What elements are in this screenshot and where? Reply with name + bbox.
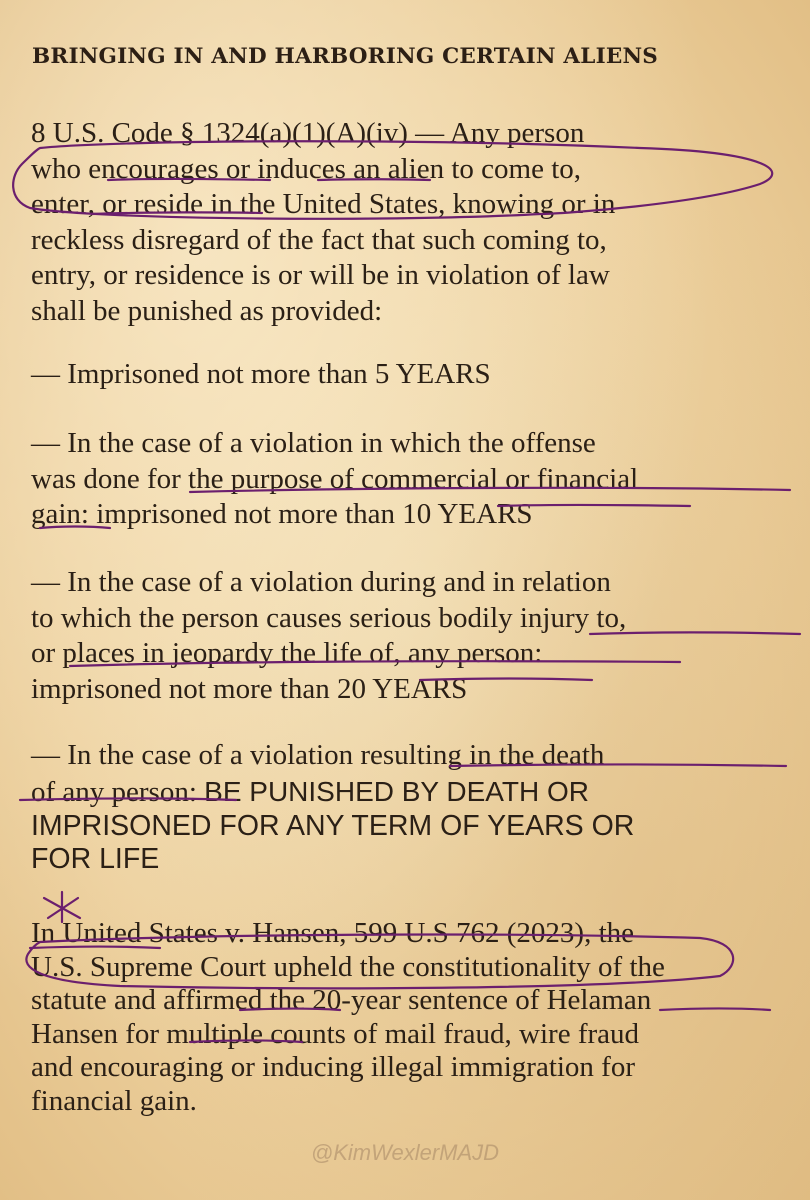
document-title: BRINGING IN AND HARBORING CERTAIN ALIENS [32,44,659,69]
statute-line: shall be punished as provided: [31,294,383,327]
penalty-line: FOR LIFE [31,843,160,875]
penalty-line: to which the person causes serious bodily injury to, [31,601,627,634]
penalty-line-prefix: of any person: [31,775,205,808]
penalty-line [31,774,791,811]
penalty-line: IMPRISONED FOR ANY TERM OF YEARS OR [31,810,635,842]
case-line: Hansen for multiple counts of mail fraud, wire fraud [31,1017,640,1050]
penalty-line-caps: BE PUNISHED BY DEATH OR [204,775,589,807]
statute-line: reckless disregard of the fact that such coming to, [31,223,607,256]
statute-line: who encourages or induces an alien to come to, [31,152,582,185]
case-paragraph [31,917,791,1118]
case-line: financial gain. [31,1084,197,1117]
penalty-line: was done for the purpose of commercial or financial [31,462,639,495]
case-line: statute and affirmed the 20-year sentence of Helaman [31,984,652,1016]
penalty-line: — In the case of a violation during and in relation [31,566,611,598]
penalty-line: or places in jeopardy the life of, any person: [31,637,543,669]
case-line: and encouraging or inducing illegal immigration for [31,1051,636,1083]
penalty-5-years [31,357,791,393]
penalty-line: — Imprisoned not more than 5 YEARS [31,358,491,390]
penalty-death [31,738,791,876]
case-line: In United States v. Hansen, 599 U.S 762 (2023), the [31,917,635,949]
penalty-line: — In the case of a violation in which the offense [31,427,596,459]
statute-paragraph [31,116,791,329]
penalty-line: imprisoned not more than 20 YEARS [31,672,468,705]
penalty-line: — In the case of a violation resulting in the death [31,739,605,771]
watermark: @KimWexlerMAJD [310,1140,500,1165]
statute-line: 8 U.S. Code § 1324(a)(1)(A)(iv) — Any person [31,117,585,149]
case-line: U.S. Supreme Court upheld the constitutionality of the [31,950,665,983]
penalty-line: gain: imprisoned not more than 10 YEARS [31,498,533,530]
penalty-10-years [31,426,791,533]
statute-line: entry, or residence is or will be in violation of law [31,259,610,291]
statute-line: enter, or reside in the United States, knowing or in [31,188,616,220]
penalty-20-years [31,565,791,707]
